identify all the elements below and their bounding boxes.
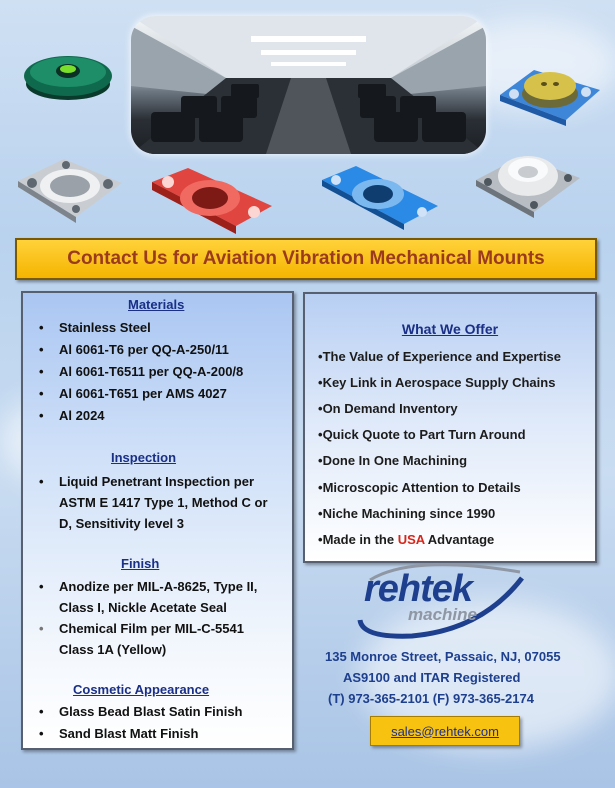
materials-item: • Stainless Steel — [39, 320, 151, 335]
materials-item: • Al 6061-T651 per AMS 4027 — [39, 386, 227, 401]
finish-heading: Finish — [121, 556, 160, 571]
cosmetic-item: • Sand Blast Matt Finish — [39, 726, 199, 741]
offer-item: •On Demand Inventory — [318, 401, 458, 416]
inspection-item: • Liquid Penetrant Inspection per ASTM E 1417 Type 1, Method C or D, Sensitivity level 3 — [39, 474, 268, 531]
materials-heading: Materials — [128, 297, 185, 312]
logo-subtitle: machine — [408, 605, 477, 624]
green-round-mount-image — [22, 50, 114, 102]
banner-title: Contact Us for Aviation Vibration Mechanical Mounts — [67, 248, 545, 269]
contact-banner — [15, 238, 597, 280]
offer-panel — [303, 292, 597, 563]
materials-item: • Al 2024 — [39, 408, 105, 423]
materials-item: • Al 6061-T6511 per QQ-A-200/8 — [39, 364, 244, 379]
email-link[interactable]: sales@rehtek.com — [391, 723, 499, 739]
finish-item: • Chemical Film per MIL-C-5541 Class 1A (Yellow) — [39, 621, 244, 657]
cosmetic-heading: Cosmetic Appearance — [73, 682, 210, 697]
offer-item: •Microscopic Attention to Details — [318, 480, 521, 495]
blue-gold-mount-image — [494, 60, 606, 130]
materials-item: • Al 6061-T6 per QQ-A-250/11 — [39, 342, 229, 357]
rehtek-logo — [352, 558, 527, 643]
logo-wordmark: rehtek — [364, 568, 473, 610]
offer-item-usa: •Made in the USA Advantage — [318, 532, 495, 547]
silver-square-mount-image — [12, 153, 127, 225]
offer-item: •Done In One Machining — [318, 453, 468, 468]
airplane-cabin-image — [131, 16, 486, 154]
offer-item: •Key Link in Aerospace Supply Chains — [318, 375, 556, 390]
specs-panel — [21, 291, 294, 750]
silver-cup-mount-image — [472, 148, 584, 220]
cosmetic-item: • Glass Bead Blast Satin Finish — [39, 704, 243, 719]
usa-highlight: USA — [397, 532, 425, 547]
offer-item: •Niche Machining since 1990 — [318, 506, 496, 521]
offer-item: •Quick Quote to Part Turn Around — [318, 427, 526, 442]
phone-fax-line: (T) 973-365-2101 (F) 973-365-2174 — [328, 691, 534, 706]
registration-line: AS9100 and ITAR Registered — [343, 670, 521, 685]
offer-heading: What We Offer — [401, 321, 499, 337]
offer-item: •The Value of Experience and Expertise — [318, 349, 561, 364]
address-line: 135 Monroe Street, Passaic, NJ, 07055 — [325, 649, 561, 664]
red-oval-mount-image — [148, 162, 276, 240]
blue-oval-mount-image — [318, 162, 442, 230]
finish-item: • Anodize per MIL-A-8625, Type II, Class I, Nickle Acetate Seal — [39, 579, 258, 615]
email-box — [370, 716, 520, 746]
inspection-heading: Inspection — [111, 450, 177, 465]
